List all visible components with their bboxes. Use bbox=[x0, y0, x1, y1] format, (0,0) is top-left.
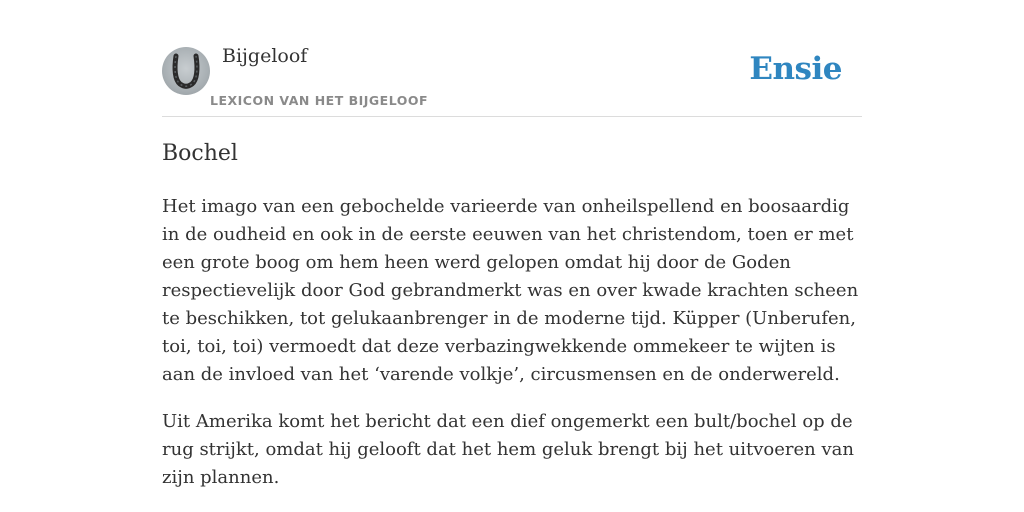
entry-title: Bochel bbox=[162, 141, 238, 166]
entry-body bbox=[162, 193, 862, 511]
ensie-logo[interactable]: Ensie bbox=[749, 51, 842, 87]
horseshoe-icon bbox=[162, 47, 210, 95]
header bbox=[162, 0, 862, 117]
entry-paragraph: Uit Amerika komt het bericht dat een dief ongemerkt een bult/bochel op de rug strijkt, omdat hij gelooft dat het hem geluk brengt bij het uitvoeren van zijn plannen. bbox=[162, 411, 854, 488]
collection-title[interactable]: Bijgeloof bbox=[222, 45, 308, 67]
collection-subtitle: LEXICON VAN HET BIJGELOOF bbox=[210, 93, 429, 108]
collection-avatar[interactable] bbox=[162, 47, 210, 95]
entry-paragraph: Het imago van een gebochelde varieerde van onheilspellend en boosaardig in de oudheid en ook in de eerste eeuwen van het christendom, toen er met een grote boog om hem heen werd gelopen omdat hij door de Goden respectievelijk door God gebrandmerkt was en over kwade krachten scheen te beschikken, tot gelukaanbrenger in de moderne tijd. Küpper (Unberufen, toi, toi, toi) vermoedt dat deze verbazingwekkende ommekeer te wijten is aan de invloed van het ‘varende volkje’, circusmensen en de onderwereld. bbox=[162, 196, 859, 385]
